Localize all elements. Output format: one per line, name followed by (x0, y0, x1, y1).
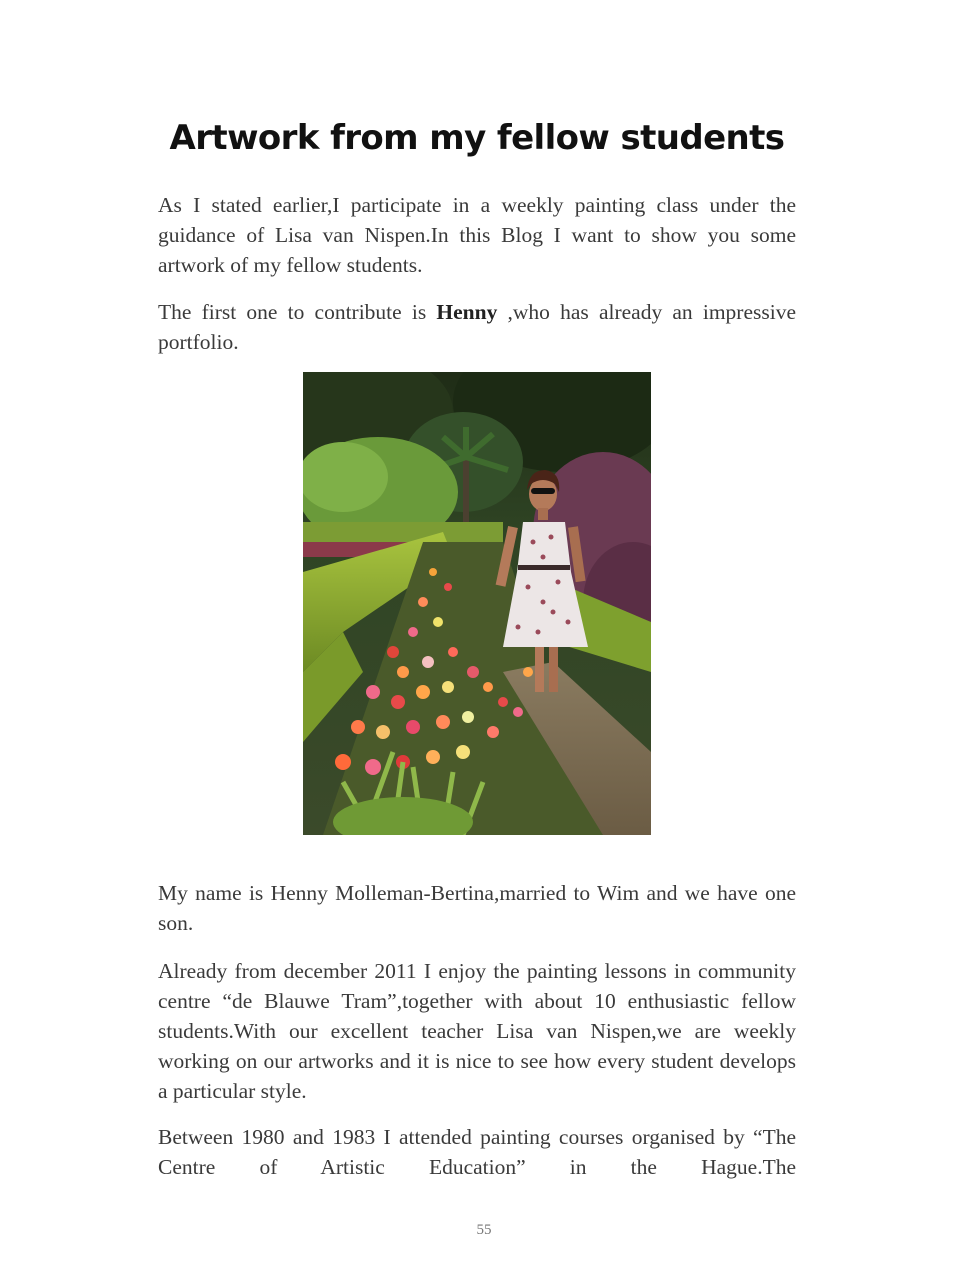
intro-paragraph: As I stated earlier,I participate in a weekly painting class under the guidance of Lisa van Nispen.In this Blog I want to show you some artwork of my fellow students. (158, 193, 796, 277)
contributor-paragraph (158, 297, 796, 357)
garden-photo-illustration (303, 372, 651, 835)
contributor-text-after: ,who has already an impressive portfolio. (158, 300, 796, 354)
courses-paragraph: Between 1980 and 1983 I attended painting courses organised by “The Centre of Artistic Education” in the Hague.The (158, 1125, 796, 1179)
bio-paragraph: My name is Henny Molleman-Bertina,married to Wim and we have one son. (158, 881, 796, 935)
painting-lessons-paragraph: Already from december 2011 I enjoy the painting lessons in community centre “de Blauwe Tram”,together with about 10 enthusiastic fellow students.With our excellent teacher Lisa van Nispen,we are weekly working on our artworks and it is nice to see how every student develops a particular style. (158, 959, 796, 1103)
contributor-name: Henny (436, 300, 498, 324)
page-number: 55 (476, 1222, 492, 1238)
page-title: Artwork from my fellow students (169, 118, 785, 158)
garden-photo (303, 372, 651, 835)
contributor-text-before: The first one to contribute is (158, 300, 437, 324)
